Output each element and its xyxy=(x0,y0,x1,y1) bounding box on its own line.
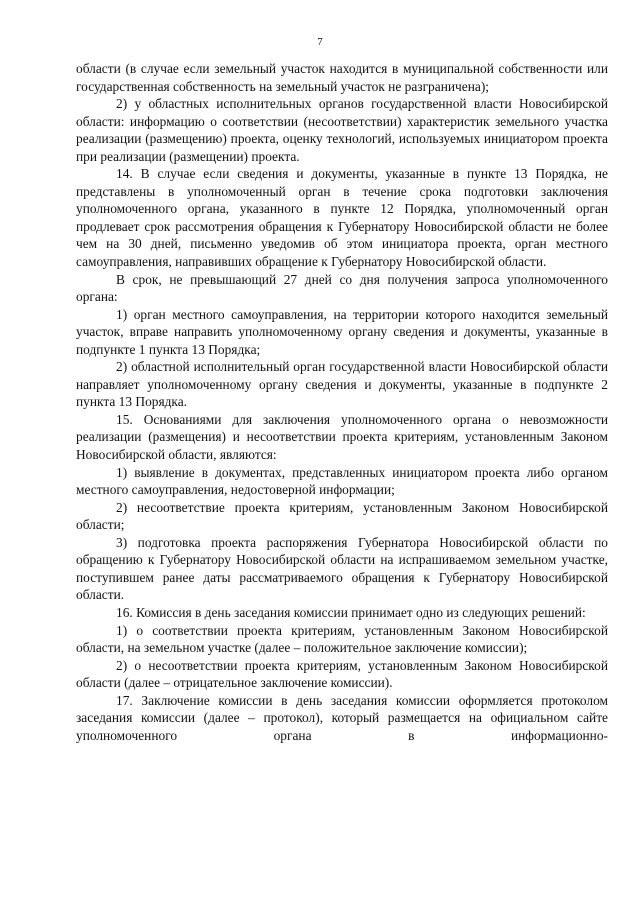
paragraph: 2) о несоответствии проекта критериям, установленным Законом Новосибирской области (далее – отрицательное заключение комиссии). xyxy=(76,657,608,691)
paragraph: области (в случае если земельный участок находится в муниципальной собственности или государственная собственность на земельный участок не разграничена); xyxy=(76,61,608,94)
paragraph: 1) о соответствии проекта критериям, установленным Законом Новосибирской области, на земельном участке (далее – положительное заключение комиссии); xyxy=(76,622,608,656)
paragraph: 2) у областных исполнительных органов государственной власти Новосибирской области: информацию о соответствии (несоответствии) характеристик земельного участка реализации (размещению) проекта, оценку технологий, используемых инициатором проекта при реализации (размещении) проекта. xyxy=(76,96,608,164)
paragraph: 1) орган местного самоуправления, на территории которого находится земельный участок, вправе направить уполномоченному органу сведения и документы, указанные в подпункте 1 пункта 13 Порядка; xyxy=(76,306,608,357)
document-body xyxy=(76,60,608,744)
paragraph: 1) выявление в документах, представленных инициатором проекта либо органом местного самоуправления, недостоверной информации; xyxy=(76,464,608,498)
paragraph: 2) несоответствие проекта критериям, установленным Законом Новосибирской области; xyxy=(76,499,608,533)
paragraph: 17. Заключение комиссии в день заседания комиссии оформляется протоколом заседания комиссии (далее – протокол), который размещается на официальном сайте уполномоченного органа в информационно- xyxy=(76,692,608,743)
paragraph: 16. Комиссия в день заседания комиссии принимает одно из следующих решений: xyxy=(116,604,586,620)
paragraph: 3) подготовка проекта распоряжения Губернатора Новосибирской области по обращению к Губернатору Новосибирской области на испрашиваемом земельном участке, поступившем ранее даты рассматриваемого обращения к Губернатору Новосибирской области. xyxy=(76,534,608,603)
paragraph: В срок, не превышающий 27 дней со дня получения запроса уполномоченного органа: xyxy=(76,271,608,305)
paragraph: 2) областной исполнительный орган государственной власти Новосибирской области направляет уполномоченному органу сведения и документы, указанные в подпункте 2 пункта 13 Порядка. xyxy=(76,359,608,410)
paragraph: 14. В случае если сведения и документы, указанные в пункте 13 Порядка, не представлены в уполномоченный орган в течение срока подготовки заключения уполномоченного органа, указанного в пункте 12 Порядка, уполномоченный орган продлевает срок рассмотрения обращения к Губернатору Новосибирской области не более чем на 30 дней, письменно уведомив об этом инициатора проекта, орган местного самоуправления, направивших обращение к Губернатору Новосибирской области. xyxy=(76,166,608,270)
paragraph: 15. Основаниями для заключения уполномоченного органа о невозможности реализации (размещения) и несоответствии проекта критериям, установленным Законом Новосибирской области, являются: xyxy=(76,411,608,463)
page-number: 7 xyxy=(317,36,323,48)
